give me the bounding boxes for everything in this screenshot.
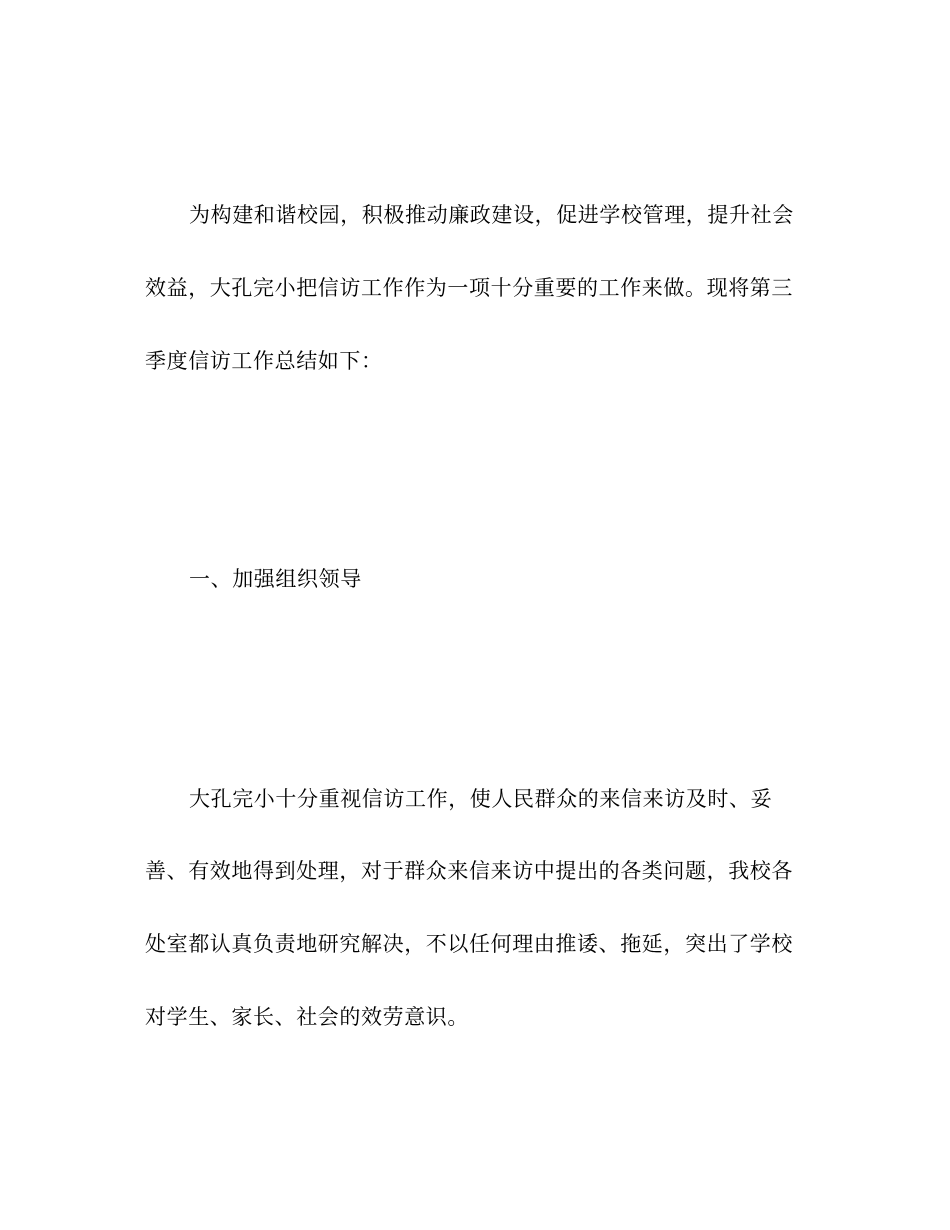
paragraph-1-line-3: 季度信访工作总结如下： xyxy=(145,349,383,373)
paragraph-1-line-2: 效益，大孔完小把信访工作作为一项十分重要的工作来做。现将第三 xyxy=(145,276,793,300)
section-heading-1: 一、加强组织领导 xyxy=(189,567,362,591)
paragraph-2-line-1: 大孔完小十分重视信访工作，使人民群众的来信来访及时、妥 xyxy=(189,787,773,811)
paragraph-2-line-2: 善、有效地得到处理，对于群众来信来访中提出的各类问题，我校各 xyxy=(145,859,793,883)
paragraph-2-line-4: 对学生、家长、社会的效劳意识。 xyxy=(145,1005,469,1029)
paragraph-2-line-3: 处室都认真负责地研究解决，不以任何理由推诿、拖延，突出了学校 xyxy=(145,932,793,956)
paragraph-1-line-1: 为构建和谐校园，积极推动廉政建设，促进学校管理，提升社会 xyxy=(189,203,794,227)
